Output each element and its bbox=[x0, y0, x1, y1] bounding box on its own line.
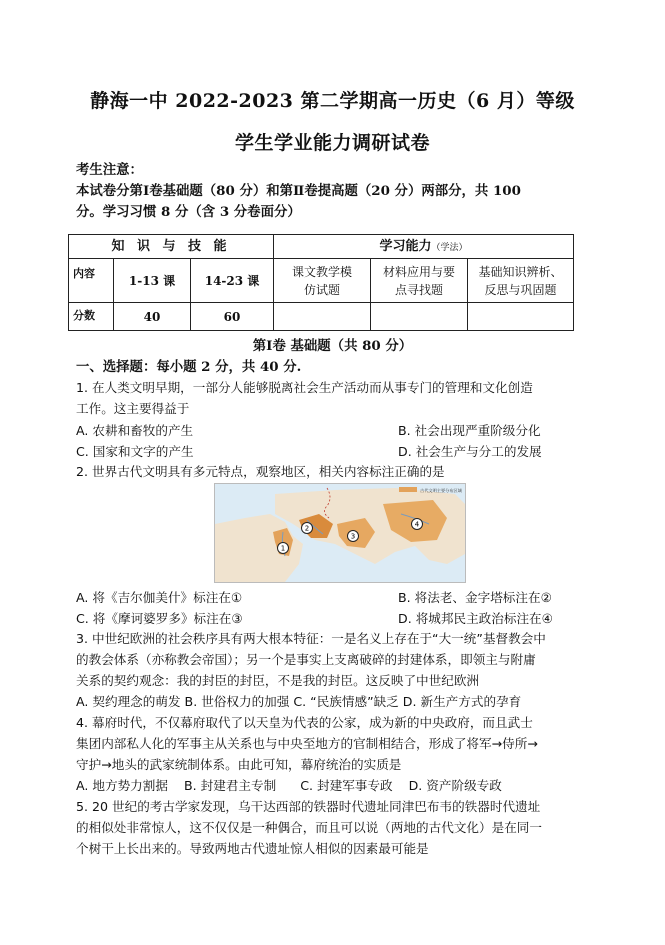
q5-line3: 个树干上长出来的。导致两地古代遗址惊人相似的因素最可能是 bbox=[76, 841, 429, 856]
q2-option-c: C. 将《摩诃婆罗多》标注在③ bbox=[76, 611, 243, 626]
col-material-line1: 材料应用与要 bbox=[382, 264, 455, 279]
map-legend-text: 古代文明主要分布区域 bbox=[420, 488, 462, 493]
score-blank-2 bbox=[371, 303, 468, 331]
map-legend-swatch bbox=[399, 487, 417, 492]
q3-line3: 关系的契约观念：我的封臣的封臣，不是我的封臣。这反映了中世纪欧洲 bbox=[76, 673, 479, 688]
section1-instruction: 一、选择题：每小题 2 分，共 40 分. bbox=[76, 359, 302, 375]
col-basic-line2: 反思与巩固题 bbox=[484, 282, 557, 297]
q5-line1: 5. 20 世纪的考古学家发现，乌干达西部的铁器时代遗址同津巴布韦的铁器时代遗址 bbox=[76, 799, 541, 814]
map-marker-3 bbox=[348, 531, 359, 542]
map-marker-3-label: 3 bbox=[350, 532, 356, 541]
q1-option-c: C. 国家和文字的产生 bbox=[76, 444, 194, 459]
q1-option-b: B. 社会出现严重阶级分化 bbox=[398, 423, 541, 438]
q1-stem-line1: 1. 在人类文明早期，一部分人能够脱离社会生产活动而从事专门的管理和文化创造 bbox=[76, 380, 533, 395]
row-content-label: 内容 bbox=[69, 259, 114, 303]
ability-header: 学习能力 bbox=[379, 238, 432, 254]
score-blank-1 bbox=[274, 303, 371, 331]
score-1: 40 bbox=[114, 303, 191, 331]
q3-line1: 3. 中世纪欧洲的社会秩序具有两大根本特征：一是名义上存在于“大一统”基督教会中 bbox=[76, 631, 546, 646]
map-marker-2-label: 2 bbox=[304, 524, 310, 533]
section1-title: 第Ⅰ卷 基础题（共 80 分） bbox=[252, 338, 413, 354]
knowledge-header: 知 识 与 技 能 bbox=[69, 235, 274, 259]
q4-options: A. 地方势力割据 B. 封建君主专制 C. 封建军事专政 D. 资产阶级专政 bbox=[76, 778, 502, 793]
col-imitation-line2: 仿试题 bbox=[303, 282, 340, 297]
q2-stem: 2. 世界古代文明具有多元特点，观察地区，相关内容标注正确的是 bbox=[76, 464, 445, 479]
notice-line1: 本试卷分第Ⅰ卷基础题（80 分）和第Ⅱ卷提高题（20 分）两部分，共 100 bbox=[76, 183, 521, 199]
ancient-civilizations-map bbox=[214, 483, 466, 583]
ability-note: （学法） bbox=[431, 242, 468, 253]
q2-option-d: D. 将城邦民主政治标注在④ bbox=[398, 611, 553, 626]
q1-option-d: D. 社会生产与分工的发展 bbox=[398, 444, 542, 459]
q4-line1: 4. 幕府时代，不仅幕府取代了以天皇为代表的公家，成为新的中央政府，而且武士 bbox=[76, 715, 533, 730]
score-table bbox=[68, 234, 574, 331]
col-imitation bbox=[274, 259, 371, 303]
q3-line2: 的教会体系（亦称教会帝国）；另一个是事实上支离破碎的封建体系，即领主与附庸 bbox=[76, 652, 536, 667]
q3-options: A. 契约理念的萌发 B. 世俗权力的加强 C. “民族情感”缺乏 D. 新生产方式的孕育 bbox=[76, 694, 522, 709]
ability-header-cell bbox=[274, 235, 574, 259]
exam-title-line2: 学生学业能力调研试卷 bbox=[234, 132, 430, 154]
q2-option-a: A. 将《吉尔伽美什》标注在① bbox=[76, 590, 243, 605]
col-lessons-14-23: 14-23 课 bbox=[191, 259, 274, 303]
q1-option-a: A. 农耕和畜牧的产生 bbox=[76, 423, 194, 438]
notice-label: 考生注意： bbox=[76, 162, 143, 178]
score-blank-3 bbox=[468, 303, 574, 331]
q1-stem-line2: 工作。这主要得益于 bbox=[76, 401, 190, 416]
col-basic-line1: 基础知识辨析、 bbox=[478, 264, 563, 279]
map-marker-1-label: 1 bbox=[280, 544, 286, 553]
row-score-label: 分数 bbox=[69, 303, 114, 331]
col-material-line2: 点寻找题 bbox=[394, 282, 443, 297]
notice-line2: 分。学习习惯 8 分（含 3 分卷面分） bbox=[76, 204, 301, 220]
q4-line2: 集团内部私人化的军事主从关系也与中央至地方的官制相结合，形成了将军→侍所→ bbox=[76, 736, 538, 751]
q5-line2: 的相似处非常惊人，这不仅仅是一种偶合，而且可以说（两地的古代文化）是在同一 bbox=[76, 820, 542, 835]
col-material bbox=[371, 259, 468, 303]
map-marker-2 bbox=[302, 523, 313, 534]
map-marker-1 bbox=[278, 543, 289, 554]
map-marker-4-label: 4 bbox=[414, 520, 420, 529]
q4-line3: 守护→地头的武家统制体系。由此可知，幕府统治的实质是 bbox=[76, 757, 402, 772]
col-imitation-line1: 课文教学模 bbox=[291, 264, 352, 279]
map-marker-4 bbox=[412, 519, 423, 530]
col-basic bbox=[468, 259, 574, 303]
exam-title-line1: 静海一中 2022-2023 第二学期高一历史（6 月）等级 bbox=[90, 90, 575, 112]
col-lessons-1-13: 1-13 课 bbox=[114, 259, 191, 303]
q2-option-b: B. 将法老、金字塔标注在② bbox=[398, 590, 552, 605]
score-2: 60 bbox=[191, 303, 274, 331]
